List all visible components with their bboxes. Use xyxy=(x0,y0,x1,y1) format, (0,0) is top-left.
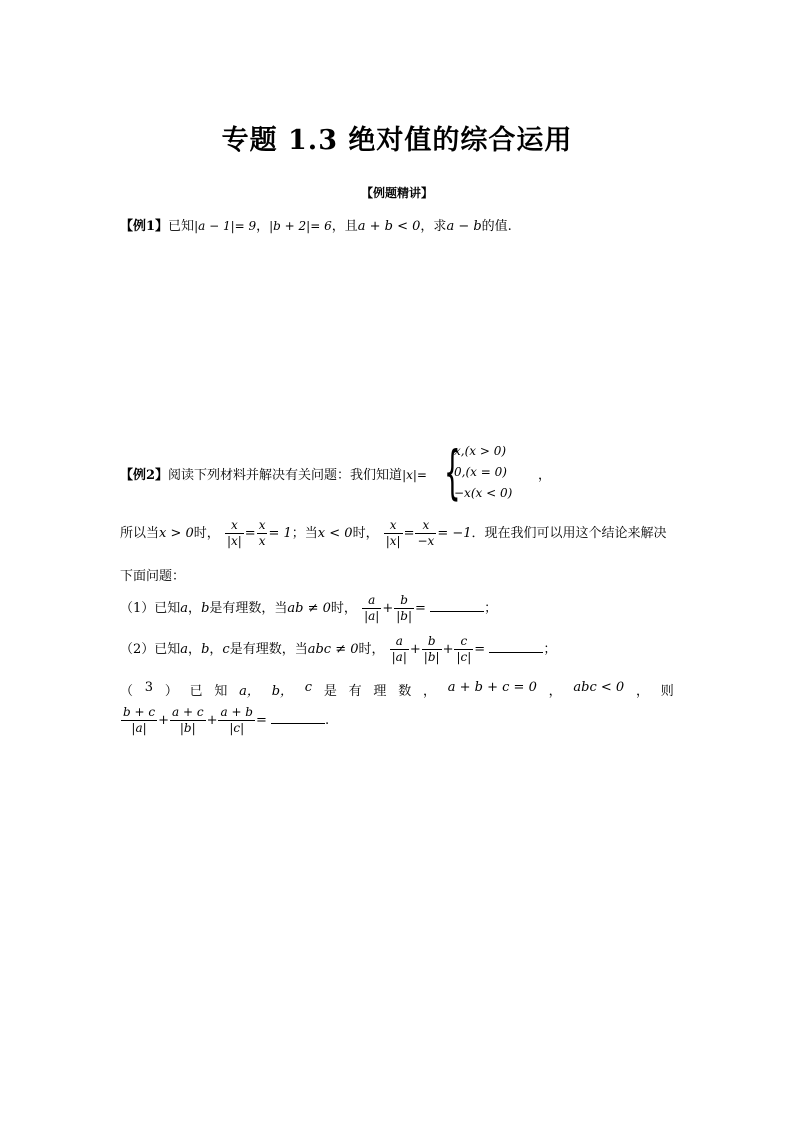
equals: = xyxy=(244,526,256,541)
plus: + xyxy=(409,642,421,657)
example-1 xyxy=(120,215,512,234)
equals: = xyxy=(415,601,426,616)
fraction-x-over-x xyxy=(257,518,268,549)
comma: ， xyxy=(188,642,202,657)
var-a: a xyxy=(180,601,189,616)
comma: ， xyxy=(188,601,202,616)
q2-text: 是有理数，当 xyxy=(229,642,308,657)
numerator: a xyxy=(390,634,409,650)
denominator: |a| xyxy=(364,609,380,623)
ex1-text-4: 的值. xyxy=(481,219,512,234)
var-b: b xyxy=(201,601,210,616)
var-b: b， xyxy=(271,684,294,699)
q1-when: 时， xyxy=(330,601,357,616)
plus: + xyxy=(158,713,169,728)
section-heading: 【例题精讲】 xyxy=(360,186,433,200)
plus: + xyxy=(382,601,394,616)
example-2-tag: 【例2】 xyxy=(120,468,169,483)
var-c: c xyxy=(304,680,313,695)
denominator: |b| xyxy=(179,721,196,735)
paren-close: ） xyxy=(164,684,178,699)
piecewise-brace: { xyxy=(444,438,461,506)
denominator: |b| xyxy=(423,650,440,664)
ex2-cases-comma: ， xyxy=(538,468,552,483)
fraction-x-over-neg-x xyxy=(415,518,436,549)
ex1-text-2: ，且 xyxy=(331,219,358,234)
numerator: b + c xyxy=(123,705,156,719)
case-negative: −x(x < 0) xyxy=(454,486,513,500)
plus: + xyxy=(206,713,218,728)
denominator: |x| xyxy=(226,534,242,548)
q1-condition: ab ≠ 0 xyxy=(287,601,331,616)
fraction-a-over-abs-a xyxy=(362,593,381,624)
page-title: 专题 1.3 绝对值的综合运用 xyxy=(221,125,573,156)
ex2-following-problems: 下面问题： xyxy=(120,569,186,584)
ex2-conclusion-line xyxy=(120,518,667,549)
denominator: |c| xyxy=(229,721,245,735)
paren-open: （ xyxy=(120,684,134,699)
case-zero: 0,(x = 0) xyxy=(454,465,507,479)
case-positive: x,(x > 0) xyxy=(454,444,507,458)
comma: ， xyxy=(422,684,436,699)
question-3-line-2 xyxy=(120,705,329,736)
comma: ， xyxy=(209,642,223,657)
result-neg-one: = −1 xyxy=(437,526,472,541)
fraction-x-over-abs-x xyxy=(225,518,244,549)
fraction-a-plus-c-over-abs-b xyxy=(170,705,206,736)
q1-text: 是有理数，当 xyxy=(209,601,288,616)
comma: ， xyxy=(548,684,562,699)
ex2-abs-x: |x|= xyxy=(402,468,427,482)
denominator: |x| xyxy=(385,534,401,548)
question-2 xyxy=(120,634,556,665)
var-a: a xyxy=(180,642,189,657)
question-3-line-1 xyxy=(120,680,674,699)
q2-when: 时， xyxy=(358,642,385,657)
denominator: |a| xyxy=(391,650,407,664)
denominator: x xyxy=(258,534,266,548)
piecewise-cases xyxy=(454,441,512,504)
equals: = xyxy=(474,642,486,657)
numerator: a + c xyxy=(172,705,204,719)
fraction-a-over-abs-a xyxy=(390,634,409,665)
text-now-we-can: ．现在我们可以用这个结论来解决 xyxy=(471,526,667,541)
fraction-b-over-abs-b xyxy=(394,593,414,624)
plus: + xyxy=(442,642,454,657)
q3-end: . xyxy=(325,713,330,728)
denominator: |a| xyxy=(131,721,147,735)
question-1 xyxy=(120,593,497,624)
ex1-target: a − b xyxy=(446,219,482,234)
numerator: x xyxy=(415,518,436,534)
q3-word: 则 xyxy=(660,684,674,699)
q2-condition: abc ≠ 0 xyxy=(307,642,359,657)
example-1-tag: 【例1】 xyxy=(120,219,169,234)
ex1-abs-a: |a − 1|= 9 xyxy=(194,219,257,233)
numerator: b xyxy=(394,593,414,609)
q3-word: 有 xyxy=(348,684,362,699)
cond-positive: x > 0 xyxy=(159,526,194,541)
var-c: c xyxy=(222,642,230,657)
fraction-a-plus-b-over-abs-c xyxy=(218,705,255,736)
cond-negative: x < 0 xyxy=(317,526,353,541)
q1-lead: （1）已知 xyxy=(120,601,181,616)
var-b: b xyxy=(201,642,210,657)
ex1-text-1: 已知 xyxy=(168,219,195,234)
example-2-intro xyxy=(120,464,427,483)
q1-end: ； xyxy=(484,601,498,616)
comma: ， xyxy=(635,684,649,699)
answer-blank-2[interactable] xyxy=(489,640,543,653)
q3-word: 知 xyxy=(214,684,228,699)
answer-blank-3[interactable] xyxy=(271,711,325,724)
q3-word: 理 xyxy=(373,684,387,699)
numerator: a xyxy=(362,593,381,609)
fraction-x-over-abs-x-2 xyxy=(384,518,403,549)
numerator: x xyxy=(258,518,266,532)
text-semicolon-when: ；当 xyxy=(291,526,318,541)
q3-number: 3 xyxy=(144,680,154,695)
var-a: a， xyxy=(239,684,260,699)
numerator: x xyxy=(225,518,244,534)
equals: = xyxy=(403,526,415,541)
numerator: a + b xyxy=(220,705,253,719)
q3-word: 数 xyxy=(398,684,412,699)
fraction-b-plus-c-over-abs-a xyxy=(121,705,157,736)
ex1-sep: ， xyxy=(256,219,270,234)
q2-end: ； xyxy=(543,642,557,657)
text-when: 时， xyxy=(193,526,220,541)
ex1-condition: a + b < 0 xyxy=(357,219,421,234)
q3-condition-sum: a + b + c = 0 xyxy=(447,680,537,695)
numerator: x xyxy=(384,518,403,534)
denominator: −x xyxy=(417,534,435,548)
text-when-2: 时， xyxy=(352,526,379,541)
text-so-when: 所以当 xyxy=(120,526,160,541)
q2-lead: （2）已知 xyxy=(120,642,181,657)
ex1-text-3: ，求 xyxy=(420,219,447,234)
denominator: |b| xyxy=(396,609,413,623)
denominator: |c| xyxy=(456,650,472,664)
q3-condition-product: abc < 0 xyxy=(573,680,625,695)
ex2-intro-text: 阅读下列材料并解决有关问题：我们知道 xyxy=(168,468,403,483)
numerator: b xyxy=(422,634,442,650)
answer-blank-1[interactable] xyxy=(430,599,484,612)
ex1-abs-b: |b + 2|= 6 xyxy=(269,219,332,233)
q3-word: 已 xyxy=(189,684,203,699)
fraction-b-over-abs-b xyxy=(422,634,442,665)
fraction-c-over-abs-c xyxy=(454,634,473,665)
q3-word: 是 xyxy=(323,684,337,699)
equals: = xyxy=(256,713,267,728)
result-one: = 1 xyxy=(268,526,292,541)
numerator: c xyxy=(454,634,473,650)
